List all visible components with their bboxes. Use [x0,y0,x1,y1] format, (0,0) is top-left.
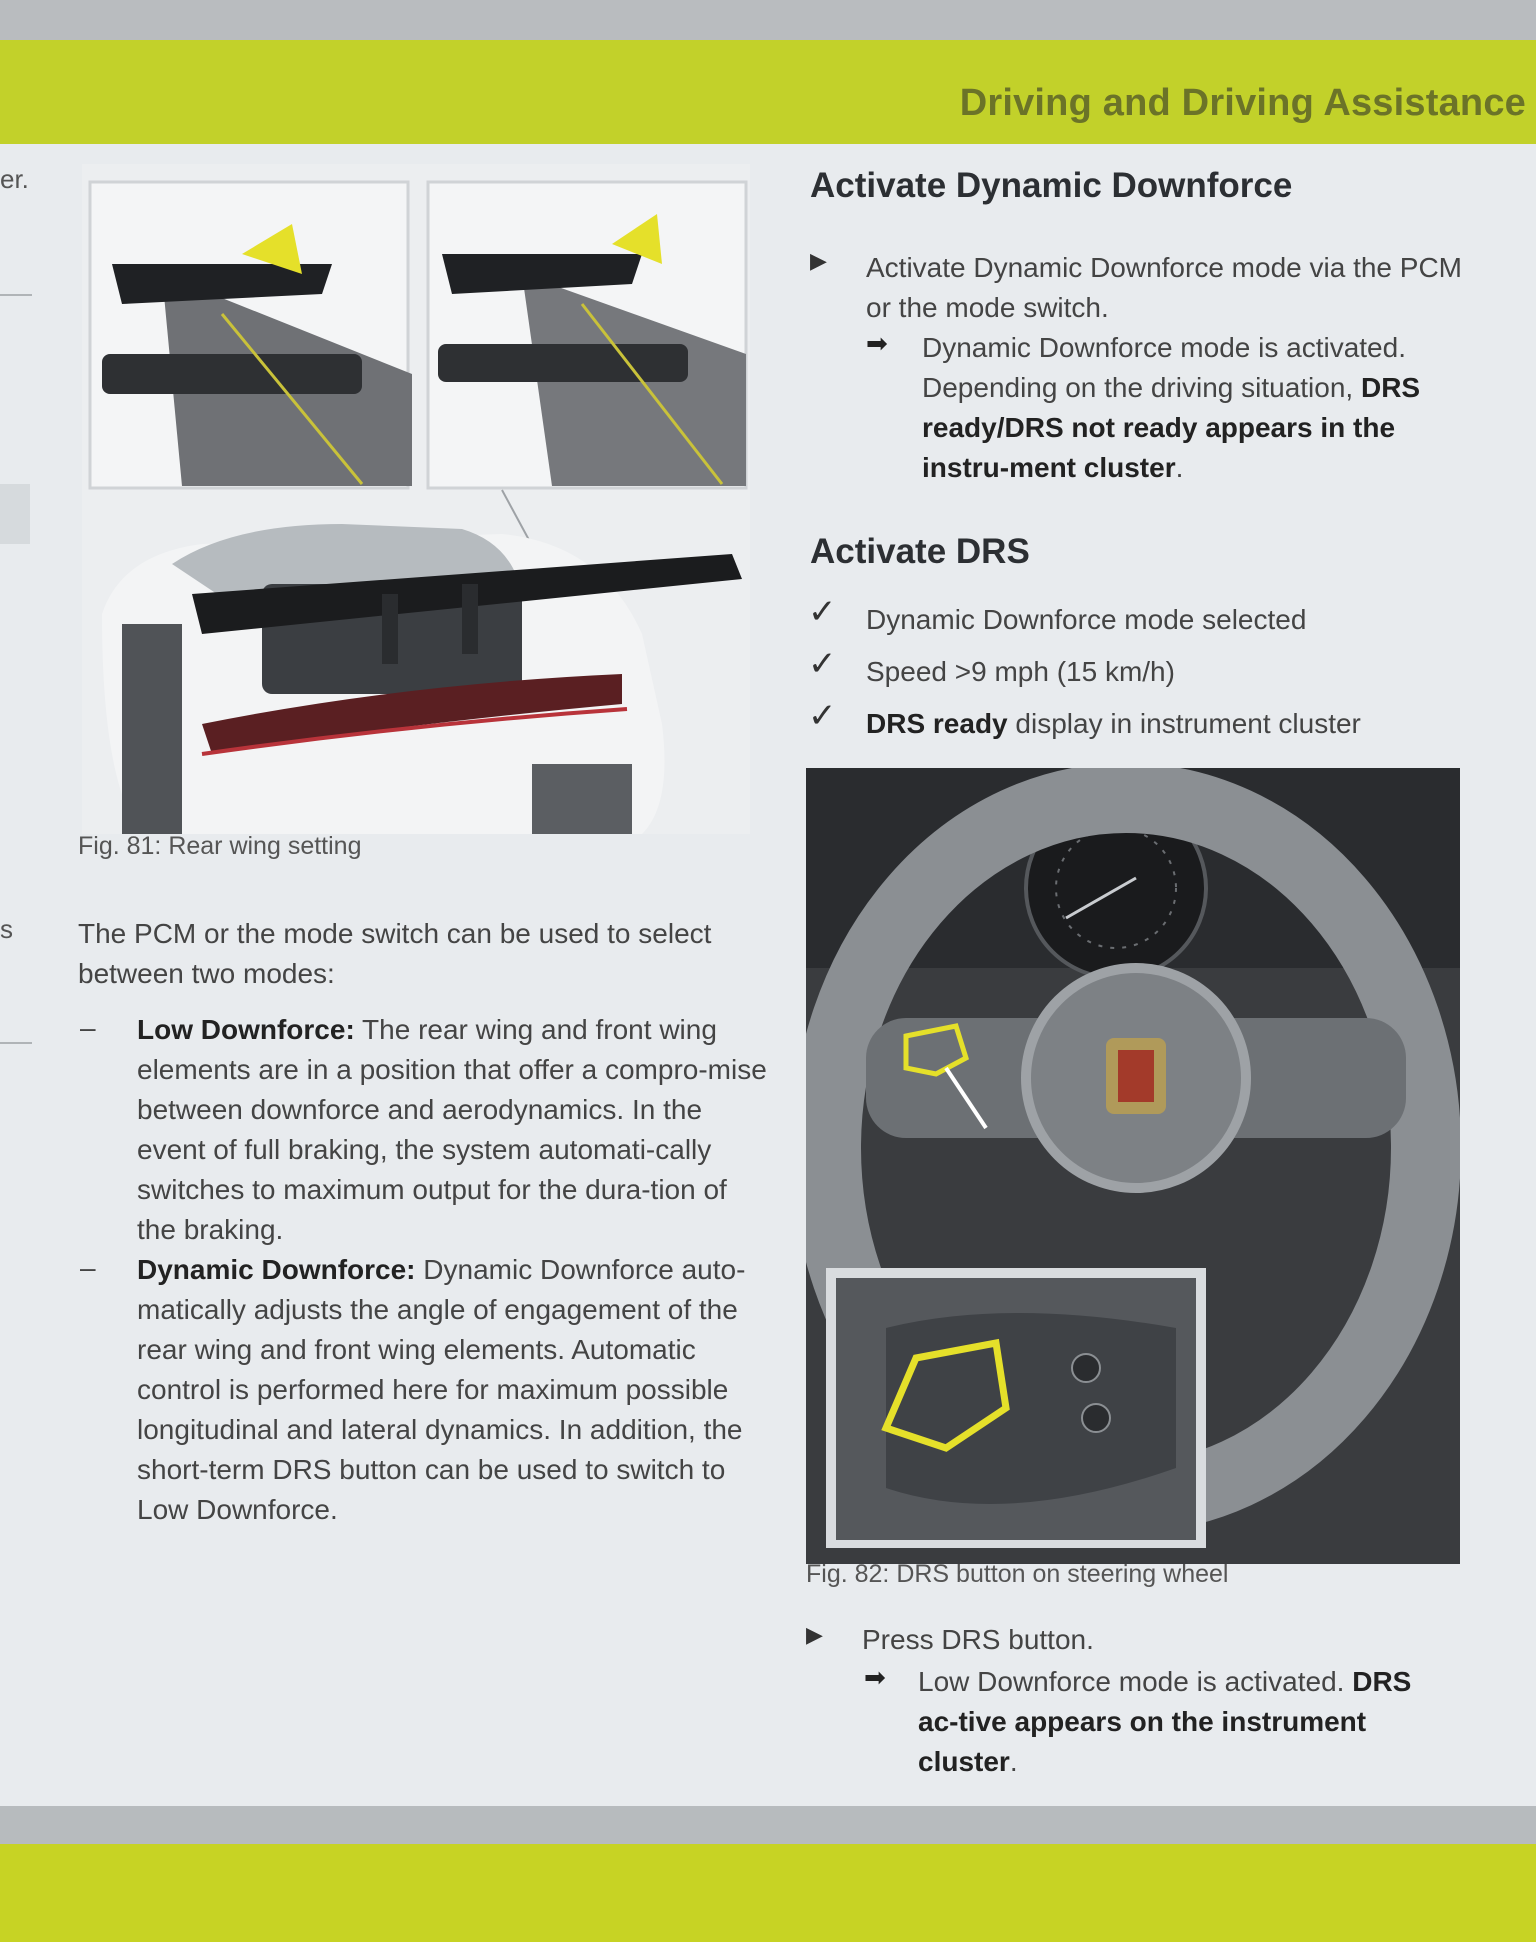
wing-detail-inset-right [428,182,746,488]
edge-rule [0,294,32,296]
edge-box [0,484,30,544]
list-dash: – [80,1012,96,1043]
mode-label: Dynamic Downforce: [137,1254,416,1285]
heading-activate-drs: Activate DRS [810,532,1030,571]
section-header-title: Driving and Driving Assistance [959,82,1526,124]
result-bold-text: DRS ready/DRS not ready appears in the instru-ment cluster [922,372,1421,483]
header-band [0,40,1536,144]
manual-page [0,144,1536,1806]
edge-rule-2 [0,1042,32,1044]
mode-description: matically adjusts the angle of engagement of the rear wing and front wing elements. Automatic control is performed here for maximum possible longitudinal and lateral dynamics. In addition, the short-term DRS button can be used to switch to Low Downforce. [137,1294,743,1525]
prereq-speed: Speed >9 mph (15 km/h) [866,656,1175,687]
mode-line1: The rear wing and front wing [362,1014,717,1045]
mode-description: elements are in a position that offer a compro-mise between downforce and aerodynamics. In the event of full braking, the system automati-cally switches to maximum output for the dura-tion of the braking. [137,1054,767,1245]
result-bold-text: DRS ac-tive appears on the instrument cluster [918,1666,1412,1777]
heading-activate-dynamic-downforce: Activate Dynamic Downforce [810,166,1293,205]
result-end: . [1175,452,1184,483]
mode-dynamic-downforce [137,1250,767,1530]
steering-wheel-illustration [806,768,1460,1564]
result-arrow-icon: ➡ [864,1662,886,1692]
edge-fragment-top: er. [0,164,29,194]
list-dash: – [80,1252,96,1283]
rear-wing-illustration [82,164,750,834]
result-dynamic-activated [922,328,1462,488]
figure-81-caption: Fig. 81: Rear wing setting [78,832,362,860]
top-band [0,0,1536,40]
bottom-gray-band [0,1806,1536,1844]
step-press-drs: Press DRS button. [862,1624,1094,1655]
figure-rear-wing [82,164,750,834]
bottom-band [0,1844,1536,1942]
result-arrow-icon: ➡ [866,328,888,358]
step-triangle-icon: ▶ [806,1622,823,1647]
intro-paragraph: The PCM or the mode switch can be used to select between two modes: [78,918,712,989]
edge-fragment-mid: s [0,914,13,944]
mode-low-downforce [137,1010,767,1250]
figure-steering-wheel [806,768,1460,1564]
step-triangle-icon: ▶ [810,248,827,273]
result-low-downforce [918,1662,1458,1782]
check-icon: ✓ [808,593,837,631]
result-text: Low Downforce mode is activated. [918,1666,1353,1697]
result-end: . [1009,1746,1018,1777]
check-icon: ✓ [808,645,837,683]
prereq-mode-selected: Dynamic Downforce mode selected [866,604,1307,635]
mode-label: Low Downforce: [137,1014,355,1045]
result-text: Dynamic Downforce mode is activated. Depending on the driving situation, [922,332,1406,403]
step-activate-mode: Activate Dynamic Downforce mode via the PCM or the mode switch. [866,252,1462,323]
wing-detail-inset-left [90,182,412,488]
check-icon: ✓ [808,697,837,735]
car-rear-body [102,524,742,834]
mode-line1: Dynamic Downforce auto- [423,1254,746,1285]
figure-82-caption: Fig. 82: DRS button on steering wheel [806,1560,1229,1588]
prereq-drs-ready: DRS ready display in instrument cluster [866,708,1361,739]
